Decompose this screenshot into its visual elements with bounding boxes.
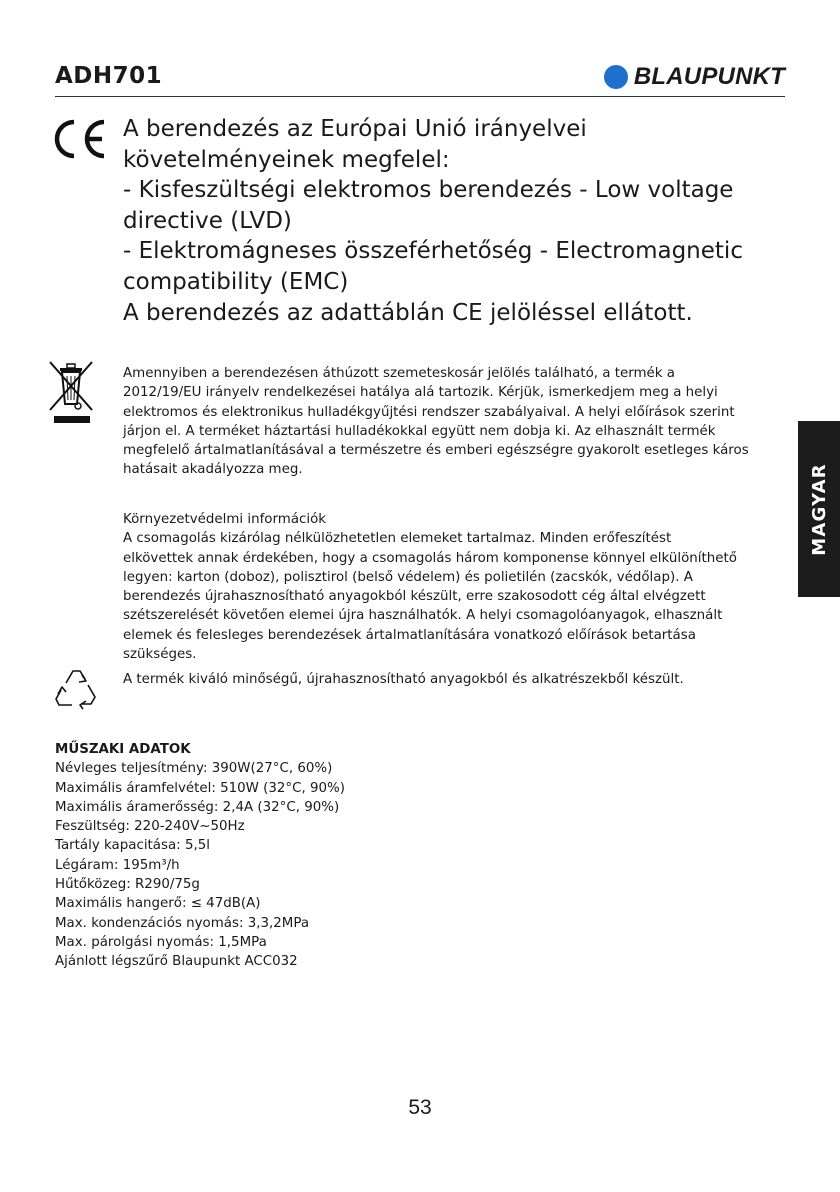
brand-dot-icon [604,65,628,89]
spec-line: Maximális hangerő: ≤ 47dB(A) [55,896,261,912]
brand-logo [604,63,785,91]
ce-line: A berendezés az adattáblán CE jelöléssel ellátott. [123,299,693,326]
ce-line: compatibility (EMC) [123,268,349,295]
spec-line: Feszültség: 220-240V~50Hz [55,819,245,835]
recycle-icon [50,665,102,713]
env-line: A csomagolás kizárólag nélkülözhetetlen elemeket tartalmaz. Minden erőfeszítést [123,531,672,547]
weee-line: hatásait akadályozza meg. [123,462,303,478]
ce-mark-icon [52,118,108,160]
ce-line: követelményeinek megfelel: [123,146,450,173]
env-line: legyen: karton (doboz), polisztirol (belső védelem) és polietilén (zacskók, védőlap). A [123,569,693,585]
weee-notice [123,364,788,480]
ce-line: - Kisfeszültségi elektromos berendezés - Low voltage [123,177,734,204]
spec-line: Légáram: 195m³/h [55,857,180,873]
model-name: ADH701 [55,63,163,89]
spec-line: Tartály kapacitása: 5,5l [55,838,210,854]
ce-line: - Elektromágneses összeférhetőség - Electromagnetic [123,238,743,265]
spec-line: Ajánlott légszűrő Blaupunkt ACC032 [55,954,298,970]
spec-line: Maximális áramfelvétel: 510W (32°C, 90%) [55,780,345,796]
spec-line: Maximális áramerősség: 2,4A (32°C, 90%) [55,799,340,815]
environmental-info [123,510,788,664]
language-tab-label: MAGYAR [808,462,830,556]
weee-line: 2012/19/EU irányelv rendelkezései hatálya alá tartozik. Kérjük, ismerkedjem meg a helyi [123,385,718,401]
weee-line: megfelelő ártalmatlanításával a természetre és emberi egészségre gyakorolt esetleges káros [123,443,749,459]
header-divider [55,96,785,97]
ce-line: A berendezés az Európai Unió irányelvei [123,116,587,142]
env-line: szétszerelését követően elemei újra használhatók. A helyi csomagolóanyagok, elhasznált [123,608,723,624]
env-line: elemek és felesleges berendezések ártalmatlanítására vonatkozó előírások betartása [123,627,696,643]
brand-name: BLAUPUNKT [633,63,785,90]
weee-line: Amennyiben a berendezésen áthúzott szemeteskosár jelölés található, a termék a [123,366,675,381]
weee-line: járjon el. A terméket háztartási hulladékokkal együtt nem dobja ki. Az elhasznált termék [123,423,716,439]
spec-line: Névleges teljesítmény: 390W(27°C, 60%) [55,761,333,777]
spec-line: Max. kondenzációs nyomás: 3,3,2MPa [55,915,310,931]
recycle-note: A termék kiváló minőségű, újrahasznosítható anyagokból és alkatrészekből készült. [123,672,684,687]
page-number: 53 [408,1096,432,1119]
language-tab [798,421,840,597]
env-line: elkövettek annak érdekében, hogy a csomagolás három komponense könnyel elkülöníthető [123,550,737,566]
spec-line: Max. párolgási nyomás: 1,5MPa [55,934,267,950]
specs-title: MŰSZAKI ADATOK [55,742,191,757]
spec-line: Hűtőközeg: R290/75g [55,877,200,893]
weee-line: elektromos és elektronikus hulladékgyűjtési rendszer szabályaival. A helyi előírások szerint [123,404,735,420]
ce-line: directive (LVD) [123,207,292,234]
env-heading: Környezetvédelmi információk [123,512,327,527]
technical-specs [55,740,475,972]
env-line: berendezés újrahasznosítható anyagokból készült, erre szakosodott cég által elvégzett [123,589,706,605]
env-line: szükséges. [123,647,197,663]
ce-declaration [123,114,763,328]
crossed-out-bin-icon [44,358,102,424]
